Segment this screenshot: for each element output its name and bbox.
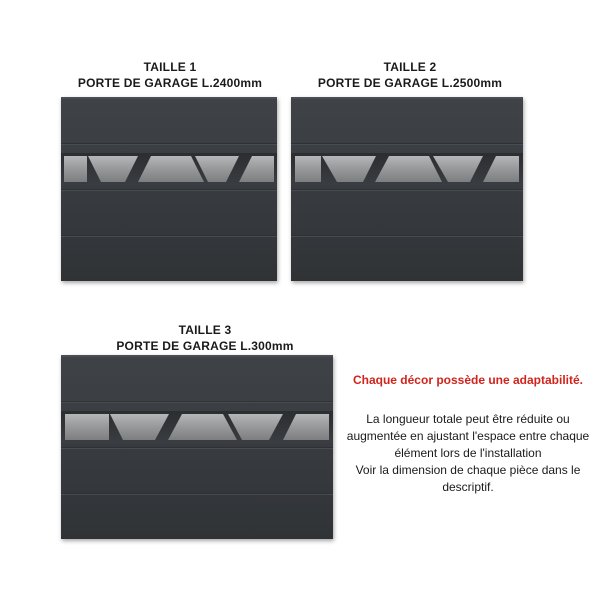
decor-insert	[65, 414, 109, 440]
decor-inserts	[61, 153, 277, 185]
info-block	[338, 372, 598, 496]
decor-insert	[168, 414, 237, 440]
door-2-caption	[300, 59, 520, 91]
door-3-description: PORTE DE GARAGE L.300mm	[116, 339, 294, 353]
decor-inserts	[291, 153, 523, 185]
panel-groove	[61, 143, 277, 145]
decor-insert	[88, 156, 138, 182]
decor-insert	[283, 414, 329, 440]
decor-insert	[322, 156, 376, 182]
garage-door-3	[61, 355, 333, 539]
decor-insert	[295, 156, 321, 182]
door-2-description: PORTE DE GARAGE L.2500mm	[317, 76, 503, 90]
panel-groove	[61, 493, 333, 495]
info-body: La longueur totale peut être réduite ou augmentée en ajustant l'espace entre chaque élément lors de l'installation Voir la dimension de chaque pièce dans le descriptif.	[346, 412, 590, 494]
door-1-caption	[60, 59, 280, 91]
decor-insert	[110, 414, 169, 440]
decor-strip	[61, 153, 277, 185]
door-1-description: PORTE DE GARAGE L.2400mm	[77, 76, 263, 90]
garage-door-1	[61, 97, 277, 281]
decor-insert	[138, 156, 204, 182]
decor-insert	[239, 156, 274, 182]
decor-insert	[375, 156, 442, 182]
door-3-caption	[95, 322, 315, 354]
decor-insert	[64, 156, 87, 182]
door-2-size-label: TAILLE 2	[383, 60, 437, 74]
decor-inserts	[61, 411, 333, 443]
panel-groove	[291, 143, 523, 145]
info-headline: Chaque décor possède une adaptabilité.	[352, 373, 584, 387]
panel-groove	[61, 447, 333, 449]
panel-groove	[61, 189, 277, 191]
door-1-size-label: TAILLE 1	[143, 60, 197, 74]
decor-insert	[228, 414, 283, 440]
decor-strip	[291, 153, 523, 185]
decor-insert	[483, 156, 519, 182]
door-3-size-label: TAILLE 3	[178, 323, 232, 337]
decor-strip	[61, 411, 333, 443]
panel-groove	[61, 235, 277, 237]
decor-insert	[433, 156, 483, 182]
panel-groove	[61, 401, 333, 403]
garage-door-2	[291, 97, 523, 281]
panel-groove	[291, 189, 523, 191]
panel-groove	[291, 235, 523, 237]
